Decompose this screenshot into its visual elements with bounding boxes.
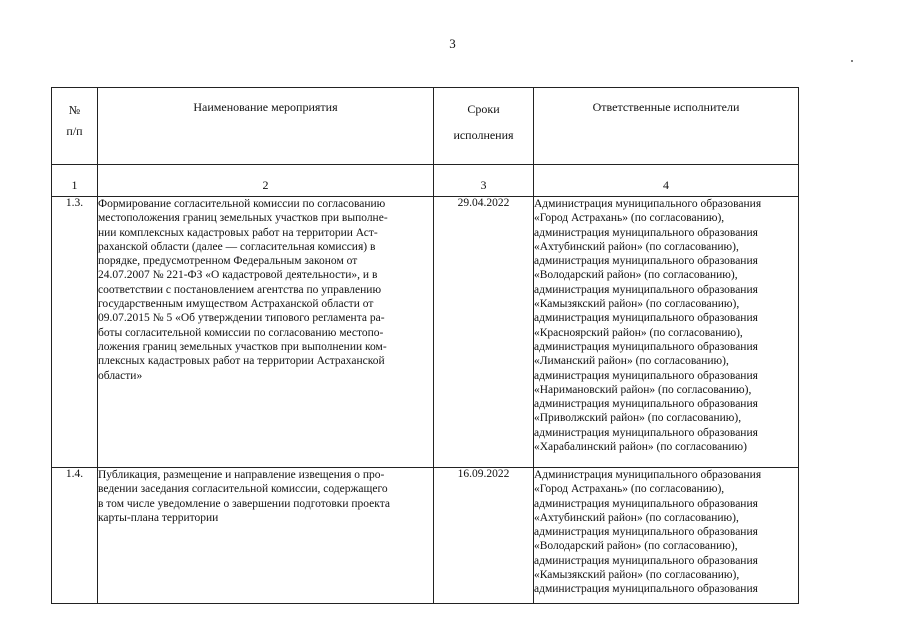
text-line: «Приволжский район» (по согласованию),: [534, 412, 742, 425]
header-name-text: Наименование мероприятия: [193, 100, 338, 114]
text-line: «Наримановский район» (по согласованию),: [534, 383, 752, 396]
text-line: плексных кадастровых работ на территории Астраханской: [98, 355, 385, 368]
name-lines: [98, 468, 433, 525]
header-name: [98, 88, 434, 165]
text-line: Формирование согласительной комиссии по согласованию: [98, 198, 386, 210]
text-line: Публикация, размещение и направление извещения о про-: [98, 469, 385, 481]
text-line: государственным имуществом Астраханской области от: [98, 298, 374, 311]
text-line: «Красноярский район» (по согласованию),: [534, 326, 743, 339]
measures-table: [51, 87, 799, 604]
text-line: 24.07.2007 № 221-ФЗ «О кадастровой деятельности», и в: [98, 269, 378, 282]
text-line: «Харабалинский район» (по согласованию): [534, 441, 747, 454]
row-number: 1.3.: [52, 197, 98, 468]
row-term: 29.04.2022: [434, 197, 534, 468]
text-line: «Камызякский район» (по согласованию),: [534, 298, 740, 311]
text-line: администрация муниципального образования: [534, 554, 758, 567]
header-num: [52, 88, 98, 165]
text-line: «Город Астрахань» (по согласованию),: [534, 212, 725, 225]
row-term: 16.09.2022: [434, 468, 534, 604]
text-line: «Камызякский район» (по согласованию),: [534, 569, 740, 582]
column-index-cell: 4: [534, 165, 799, 197]
text-line: в том числе уведомление о завершении подготовки проекта: [98, 497, 390, 510]
text-line: «Лиманский район» (по согласованию),: [534, 355, 729, 368]
column-index-cell: 3: [434, 165, 534, 197]
text-line: боты согласительной комиссии по согласованию местопо-: [98, 326, 384, 339]
text-line: администрация муниципального образования: [534, 426, 758, 439]
row-measure-name: [98, 468, 434, 604]
responsible-lines: [534, 197, 798, 454]
text-line: администрация муниципального образования: [534, 398, 758, 411]
header-num-line-1: №: [68, 103, 81, 117]
text-line: Администрация муниципального образования: [534, 198, 762, 210]
text-line: ведении заседания согласительной комиссии, содержащего: [98, 483, 388, 496]
header-term-line-1: Сроки: [467, 102, 500, 116]
text-line: администрация муниципального образования: [534, 340, 758, 353]
text-line: администрация муниципального образования: [534, 583, 758, 596]
header-row: [52, 88, 799, 165]
text-line: администрация муниципального образования: [534, 526, 758, 539]
text-line: области»: [98, 369, 143, 382]
header-num-line-2: п/п: [66, 124, 83, 138]
row-measure-name: [98, 197, 434, 468]
column-index-row: [52, 165, 799, 197]
name-lines: [98, 197, 433, 383]
text-line: администрация муниципального образования: [534, 497, 758, 510]
text-line: 09.07.2015 № 5 «Об утверждении типового регламента ра-: [98, 312, 385, 325]
column-index-cell: 2: [98, 165, 434, 197]
text-line: администрация муниципального образования: [534, 226, 758, 239]
text-line: Администрация муниципального образования: [534, 469, 762, 481]
scan-speck: [851, 60, 853, 62]
text-line: администрация муниципального образования: [534, 283, 758, 296]
header-responsible-text: Ответственные исполнители: [592, 100, 740, 114]
table-row: [52, 197, 799, 468]
page-number: 3: [449, 36, 456, 51]
responsible-lines: [534, 468, 798, 597]
text-line: соответствии с постановлением агентства по управлению: [98, 283, 382, 296]
row-responsible: [534, 468, 799, 604]
text-line: ложения границ земельных участков при выполнении ком-: [98, 340, 387, 353]
text-line: администрация муниципального образования: [534, 255, 758, 268]
row-number: 1.4.: [52, 468, 98, 604]
text-line: «Ахтубинский район» (по согласованию),: [534, 240, 739, 253]
text-line: администрация муниципального образования: [534, 369, 758, 382]
text-line: порядке, предусмотренном Федеральным законом от: [98, 255, 358, 268]
header-responsible: [534, 88, 799, 165]
text-line: «Город Астрахань» (по согласованию),: [534, 483, 725, 496]
text-line: «Володарский район» (по согласованию),: [534, 540, 738, 553]
table-row: [52, 468, 799, 604]
text-line: «Ахтубинский район» (по согласованию),: [534, 511, 739, 524]
text-line: карты-плана территории: [98, 511, 219, 524]
text-line: администрация муниципального образования: [534, 312, 758, 325]
header-term: [434, 88, 534, 165]
text-line: нии комплексных кадастровых работ на территории Аст-: [98, 226, 378, 239]
text-line: раханской области (далее — согласительная комиссия) в: [98, 240, 376, 253]
column-index-cell: 1: [52, 165, 98, 197]
text-line: местоположения границ земельных участков при выполне-: [98, 212, 388, 225]
text-line: «Володарский район» (по согласованию),: [534, 269, 738, 282]
header-term-line-2: исполнения: [453, 128, 514, 142]
row-responsible: [534, 197, 799, 468]
